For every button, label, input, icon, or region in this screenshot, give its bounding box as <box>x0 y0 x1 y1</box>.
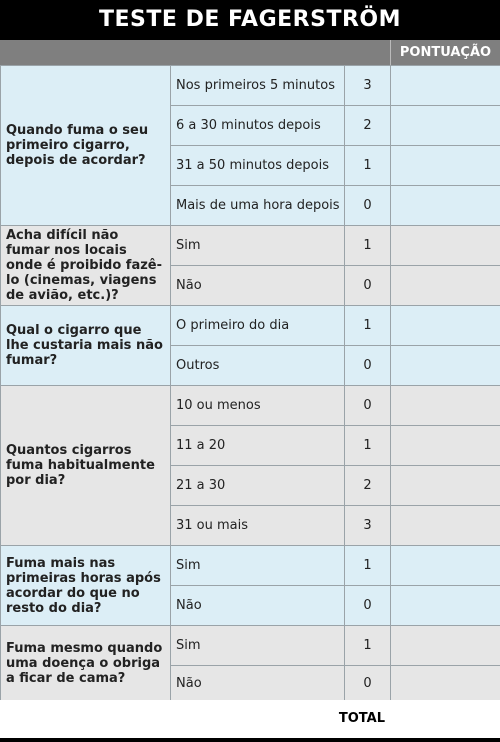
score-entry-cell[interactable] <box>391 106 500 146</box>
score-entry-cell[interactable] <box>391 66 500 106</box>
answer-option: 31 ou mais <box>171 506 345 546</box>
answer-option: Sim <box>171 626 345 666</box>
answer-points: 1 <box>345 546 391 586</box>
answer-option: O primeiro do dia <box>171 306 345 346</box>
question-text: Acha difícil não fumar nos locais onde é proibido fazê-lo (cinemas, viagens de avião, etc.)? <box>1 226 171 306</box>
answer-points: 1 <box>345 626 391 666</box>
score-entry-cell[interactable] <box>391 586 500 626</box>
answer-option: Mais de uma hora depois <box>171 186 345 226</box>
question-text: Qual o cigarro que lhe custaria mais não fumar? <box>1 306 171 386</box>
answer-points: 0 <box>345 586 391 626</box>
answer-points: 2 <box>345 466 391 506</box>
table-row <box>1 226 500 266</box>
question-text: Fuma mais nas primeiras horas após acordar do que no resto do dia? <box>1 546 171 626</box>
answer-points: 3 <box>345 66 391 106</box>
answer-option: Sim <box>171 226 345 266</box>
total-row <box>0 700 500 738</box>
question-text: Quantos cigarros fuma habitualmente por dia? <box>1 386 171 546</box>
answer-points: 2 <box>345 106 391 146</box>
score-entry-cell[interactable] <box>391 146 500 186</box>
answer-points: 0 <box>345 386 391 426</box>
score-entry-cell[interactable] <box>391 626 500 666</box>
answer-option: Outros <box>171 346 345 386</box>
answer-points: 1 <box>345 146 391 186</box>
answer-points: 1 <box>345 426 391 466</box>
table-row <box>1 546 500 586</box>
score-entry-cell[interactable] <box>391 506 500 546</box>
table-row <box>1 386 500 426</box>
answer-points: 0 <box>345 346 391 386</box>
answer-option: Nos primeiros 5 minutos <box>171 66 345 106</box>
answer-option: Não <box>171 586 345 626</box>
score-entry-cell[interactable] <box>391 666 500 701</box>
total-label: TOTAL <box>338 711 385 726</box>
question-text: Fuma mesmo quando uma doença o obriga a ficar de cama? <box>1 626 171 701</box>
questionnaire-table <box>0 65 500 701</box>
answer-option: Não <box>171 666 345 701</box>
page-title: TESTE DE FAGERSTRÖM <box>0 0 500 40</box>
score-entry-cell[interactable] <box>391 426 500 466</box>
answer-points: 0 <box>345 266 391 306</box>
question-text: Quando fuma o seu primeiro cigarro, depois de acordar? <box>1 66 171 226</box>
score-entry-cell[interactable] <box>391 226 500 266</box>
answer-option: 6 a 30 minutos depois <box>171 106 345 146</box>
answer-points: 3 <box>345 506 391 546</box>
answer-option: 21 a 30 <box>171 466 345 506</box>
answer-option: 11 a 20 <box>171 426 345 466</box>
answer-option: Não <box>171 266 345 306</box>
score-entry-cell[interactable] <box>391 346 500 386</box>
answer-points: 0 <box>345 186 391 226</box>
answer-option: 10 ou menos <box>171 386 345 426</box>
score-entry-cell[interactable] <box>391 186 500 226</box>
answer-points: 0 <box>345 666 391 701</box>
questionnaire-body <box>1 66 500 701</box>
table-row <box>1 306 500 346</box>
score-entry-cell[interactable] <box>391 546 500 586</box>
score-entry-cell[interactable] <box>391 386 500 426</box>
table-row <box>1 66 500 106</box>
score-entry-cell[interactable] <box>391 466 500 506</box>
answer-points: 1 <box>345 226 391 266</box>
table-row <box>1 626 500 666</box>
score-column-header: PONTUAÇÃO <box>390 40 500 65</box>
answer-option: Sim <box>171 546 345 586</box>
answer-option: 31 a 50 minutos depois <box>171 146 345 186</box>
score-entry-cell[interactable] <box>391 306 500 346</box>
column-header-bar <box>0 40 500 65</box>
score-entry-cell[interactable] <box>391 266 500 306</box>
answer-points: 1 <box>345 306 391 346</box>
